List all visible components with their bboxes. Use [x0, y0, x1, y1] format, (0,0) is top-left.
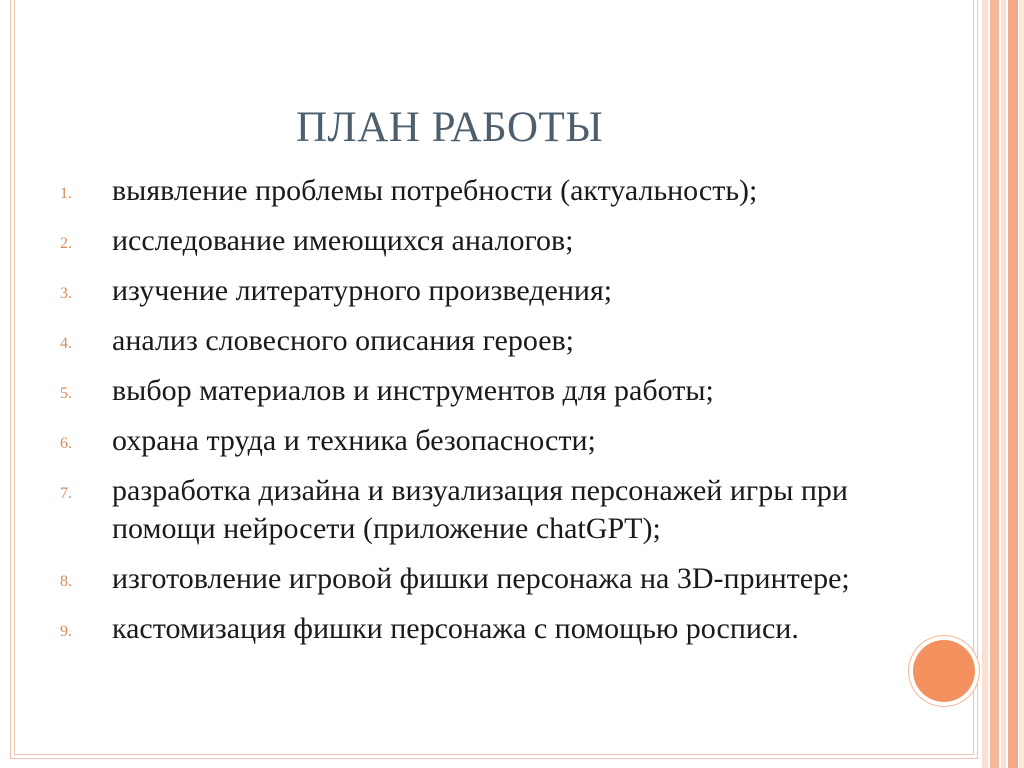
list-item-text: выбор материалов и инструментов для работы;: [112, 374, 714, 407]
list-item: [60, 610, 940, 648]
list-item-number: 4.: [60, 335, 72, 352]
list-item: [60, 322, 940, 360]
list-item-text: кастомизация фишки персонажа с помощью росписи.: [112, 612, 799, 645]
list-item-text: изучение литературного произведения;: [112, 274, 613, 307]
list-item: [60, 372, 940, 410]
list-item-text: разработка дизайна и визуализация персонажей игры при помощи нейросети (приложение chatGPT);: [112, 474, 848, 545]
side-stripe: [1001, 0, 1006, 768]
list-item: [60, 172, 940, 210]
list-item: [60, 272, 940, 310]
list-item-number: 5.: [60, 385, 72, 402]
list-item-number: 2.: [60, 235, 72, 252]
list-item-number: 1.: [60, 185, 72, 202]
list-item: [60, 222, 940, 260]
side-stripe: [990, 0, 999, 768]
side-stripe: [982, 0, 988, 768]
list-item-number: 8.: [60, 573, 72, 590]
list-item: [60, 422, 940, 460]
side-stripe: [1019, 0, 1024, 768]
list-item-number: 9.: [60, 623, 72, 640]
slide-title: ПЛАН РАБОТЫ: [296, 104, 604, 151]
work-plan-list: [60, 172, 940, 660]
list-item-text: исследование имеющихся аналогов;: [112, 224, 574, 257]
list-item-text: выявление проблемы потребности (актуальность);: [112, 174, 758, 207]
list-item: [60, 472, 940, 548]
list-item-number: 7.: [60, 485, 72, 502]
decorative-circle: [913, 640, 975, 702]
list-item-number: 3.: [60, 285, 72, 302]
list-item-text: охрана труда и техника безопасности;: [112, 424, 596, 457]
list-item: [60, 560, 940, 598]
list-item-text: изготовление игровой фишки персонажа на 3D-принтере;: [112, 562, 850, 595]
list-item-text: анализ словесного описания героев;: [112, 324, 575, 357]
side-stripe: [1008, 0, 1018, 768]
list-item-number: 6.: [60, 435, 72, 452]
